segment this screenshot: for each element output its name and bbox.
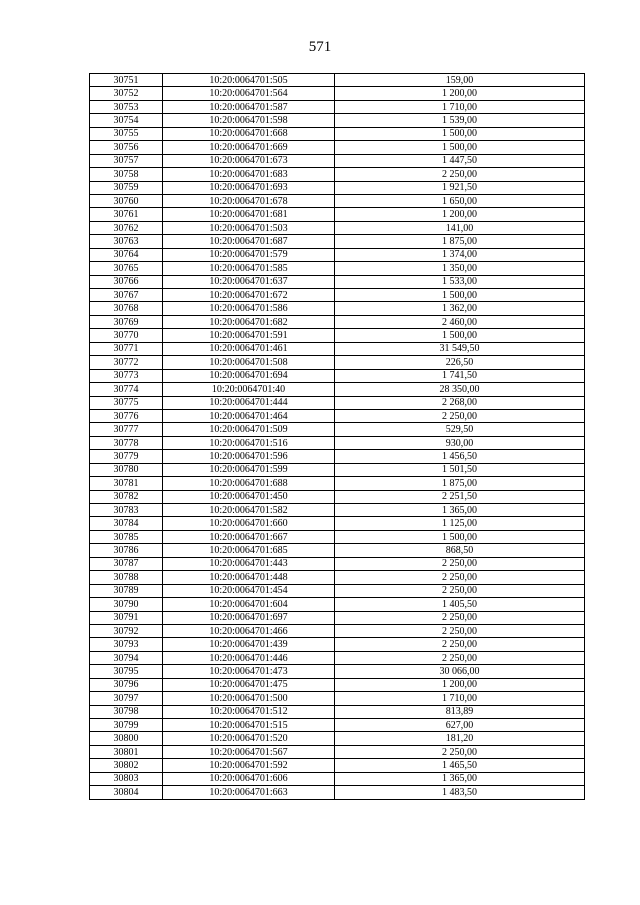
row-number-cell: 30777: [90, 423, 163, 436]
cadastral-number-cell: 10:20:0064701:567: [163, 745, 335, 758]
cadastral-number-cell: 10:20:0064701:461: [163, 342, 335, 355]
cadastral-number-cell: 10:20:0064701:673: [163, 154, 335, 167]
value-cell: 2 250,00: [335, 557, 585, 570]
value-cell: 141,00: [335, 221, 585, 234]
table-row: [90, 705, 585, 718]
value-cell: 1 533,00: [335, 275, 585, 288]
row-number-cell: 30786: [90, 544, 163, 557]
cadastral-number-cell: 10:20:0064701:591: [163, 329, 335, 342]
row-number-cell: 30752: [90, 87, 163, 100]
cadastral-number-cell: 10:20:0064701:678: [163, 194, 335, 207]
table-row: [90, 772, 585, 785]
row-number-cell: 30788: [90, 571, 163, 584]
value-cell: 529,50: [335, 423, 585, 436]
table-row: [90, 477, 585, 490]
row-number-cell: 30781: [90, 477, 163, 490]
table-row: [90, 154, 585, 167]
cadastral-number-cell: 10:20:0064701:503: [163, 221, 335, 234]
value-cell: 2 268,00: [335, 396, 585, 409]
table-row: [90, 181, 585, 194]
row-number-cell: 30763: [90, 235, 163, 248]
table-row: [90, 463, 585, 476]
table-row: [90, 100, 585, 113]
cadastral-number-cell: 10:20:0064701:454: [163, 584, 335, 597]
cadastral-number-cell: 10:20:0064701:683: [163, 168, 335, 181]
value-cell: 2 250,00: [335, 584, 585, 597]
table-row: [90, 732, 585, 745]
value-cell: 868,50: [335, 544, 585, 557]
row-number-cell: 30767: [90, 289, 163, 302]
value-cell: 1 500,00: [335, 127, 585, 140]
row-number-cell: 30776: [90, 409, 163, 422]
cadastral-number-cell: 10:20:0064701:473: [163, 665, 335, 678]
cadastral-number-cell: 10:20:0064701:604: [163, 598, 335, 611]
row-number-cell: 30771: [90, 342, 163, 355]
value-cell: 813,89: [335, 705, 585, 718]
table-row: [90, 275, 585, 288]
row-number-cell: 30792: [90, 624, 163, 637]
row-number-cell: 30802: [90, 759, 163, 772]
table-row: [90, 665, 585, 678]
table-row: [90, 127, 585, 140]
value-cell: 2 250,00: [335, 624, 585, 637]
cadastral-number-cell: 10:20:0064701:668: [163, 127, 335, 140]
row-number-cell: 30773: [90, 369, 163, 382]
value-cell: 1 200,00: [335, 208, 585, 221]
cadastral-number-cell: 10:20:0064701:439: [163, 638, 335, 651]
row-number-cell: 30783: [90, 504, 163, 517]
cadastral-number-cell: 10:20:0064701:606: [163, 772, 335, 785]
value-cell: 1 921,50: [335, 181, 585, 194]
cadastral-number-cell: 10:20:0064701:672: [163, 289, 335, 302]
cadastral-number-cell: 10:20:0064701:512: [163, 705, 335, 718]
row-number-cell: 30787: [90, 557, 163, 570]
table-row: [90, 745, 585, 758]
row-number-cell: 30779: [90, 450, 163, 463]
value-cell: 1 875,00: [335, 235, 585, 248]
table-row: [90, 302, 585, 315]
table-row: [90, 544, 585, 557]
value-cell: 1 200,00: [335, 87, 585, 100]
value-cell: 31 549,50: [335, 342, 585, 355]
row-number-cell: 30759: [90, 181, 163, 194]
row-number-cell: 30760: [90, 194, 163, 207]
cadastral-number-cell: 10:20:0064701:682: [163, 315, 335, 328]
cadastral-number-cell: 10:20:0064701:40: [163, 383, 335, 396]
cadastral-number-cell: 10:20:0064701:592: [163, 759, 335, 772]
table-row: [90, 396, 585, 409]
row-number-cell: 30793: [90, 638, 163, 651]
table-row: [90, 759, 585, 772]
value-cell: 1 365,00: [335, 772, 585, 785]
row-number-cell: 30799: [90, 719, 163, 732]
table-row: [90, 194, 585, 207]
row-number-cell: 30800: [90, 732, 163, 745]
table-row: [90, 315, 585, 328]
row-number-cell: 30798: [90, 705, 163, 718]
cadastral-number-cell: 10:20:0064701:505: [163, 74, 335, 87]
value-cell: 1 200,00: [335, 678, 585, 691]
value-cell: 2 250,00: [335, 168, 585, 181]
row-number-cell: 30755: [90, 127, 163, 140]
row-number-cell: 30803: [90, 772, 163, 785]
cadastral-number-cell: 10:20:0064701:596: [163, 450, 335, 463]
table-row: [90, 557, 585, 570]
table-row: [90, 74, 585, 87]
table-row: [90, 584, 585, 597]
cadastral-number-cell: 10:20:0064701:667: [163, 530, 335, 543]
cadastral-number-cell: 10:20:0064701:466: [163, 624, 335, 637]
row-number-cell: 30756: [90, 141, 163, 154]
row-number-cell: 30797: [90, 692, 163, 705]
row-number-cell: 30758: [90, 168, 163, 181]
value-cell: 1 374,00: [335, 248, 585, 261]
cadastral-number-cell: 10:20:0064701:500: [163, 692, 335, 705]
value-cell: 1 741,50: [335, 369, 585, 382]
row-number-cell: 30775: [90, 396, 163, 409]
cadastral-number-cell: 10:20:0064701:693: [163, 181, 335, 194]
value-cell: 1 500,00: [335, 329, 585, 342]
row-number-cell: 30796: [90, 678, 163, 691]
table-row: [90, 262, 585, 275]
table-row: [90, 329, 585, 342]
cadastral-number-cell: 10:20:0064701:520: [163, 732, 335, 745]
table-row: [90, 530, 585, 543]
row-number-cell: 30766: [90, 275, 163, 288]
cadastral-number-cell: 10:20:0064701:663: [163, 786, 335, 799]
table-row: [90, 638, 585, 651]
value-cell: 1 456,50: [335, 450, 585, 463]
value-cell: 1 125,00: [335, 517, 585, 530]
cadastral-number-cell: 10:20:0064701:694: [163, 369, 335, 382]
row-number-cell: 30784: [90, 517, 163, 530]
table-row: [90, 450, 585, 463]
table-row: [90, 692, 585, 705]
cadastral-number-cell: 10:20:0064701:660: [163, 517, 335, 530]
cadastral-number-cell: 10:20:0064701:443: [163, 557, 335, 570]
cadastral-number-cell: 10:20:0064701:598: [163, 114, 335, 127]
table-row: [90, 208, 585, 221]
value-cell: 1 501,50: [335, 463, 585, 476]
table-row: [90, 87, 585, 100]
cadastral-number-cell: 10:20:0064701:579: [163, 248, 335, 261]
value-cell: 1 405,50: [335, 598, 585, 611]
row-number-cell: 30780: [90, 463, 163, 476]
row-number-cell: 30770: [90, 329, 163, 342]
value-cell: 159,00: [335, 74, 585, 87]
table-row: [90, 611, 585, 624]
table-row: [90, 571, 585, 584]
row-number-cell: 30772: [90, 356, 163, 369]
row-number-cell: 30795: [90, 665, 163, 678]
value-cell: 1 710,00: [335, 100, 585, 113]
table-row: [90, 356, 585, 369]
table-row: [90, 678, 585, 691]
value-cell: 226,50: [335, 356, 585, 369]
table-row: [90, 719, 585, 732]
table-row: [90, 369, 585, 382]
value-cell: 1 650,00: [335, 194, 585, 207]
table-row: [90, 436, 585, 449]
cadastral-number-cell: 10:20:0064701:697: [163, 611, 335, 624]
value-cell: 1 483,50: [335, 786, 585, 799]
row-number-cell: 30762: [90, 221, 163, 234]
value-cell: 1 447,50: [335, 154, 585, 167]
cadastral-number-cell: 10:20:0064701:669: [163, 141, 335, 154]
value-cell: 930,00: [335, 436, 585, 449]
row-number-cell: 30761: [90, 208, 163, 221]
table-row: [90, 598, 585, 611]
cadastral-number-cell: 10:20:0064701:446: [163, 651, 335, 664]
cadastral-number-cell: 10:20:0064701:587: [163, 100, 335, 113]
table-row: [90, 235, 585, 248]
row-number-cell: 30801: [90, 745, 163, 758]
cadastral-number-cell: 10:20:0064701:475: [163, 678, 335, 691]
value-cell: 1 710,00: [335, 692, 585, 705]
row-number-cell: 30765: [90, 262, 163, 275]
cadastral-number-cell: 10:20:0064701:685: [163, 544, 335, 557]
cadastral-number-cell: 10:20:0064701:564: [163, 87, 335, 100]
value-cell: 2 250,00: [335, 611, 585, 624]
table-row: [90, 248, 585, 261]
cadastral-number-cell: 10:20:0064701:515: [163, 719, 335, 732]
value-cell: 1 539,00: [335, 114, 585, 127]
value-cell: 2 250,00: [335, 409, 585, 422]
value-cell: 2 250,00: [335, 571, 585, 584]
value-cell: 2 250,00: [335, 651, 585, 664]
row-number-cell: 30785: [90, 530, 163, 543]
registry-table: [89, 73, 585, 800]
table-row: [90, 141, 585, 154]
row-number-cell: 30782: [90, 490, 163, 503]
row-number-cell: 30804: [90, 786, 163, 799]
table-row: [90, 517, 585, 530]
row-number-cell: 30754: [90, 114, 163, 127]
value-cell: 1 500,00: [335, 141, 585, 154]
row-number-cell: 30753: [90, 100, 163, 113]
table-row: [90, 423, 585, 436]
cadastral-number-cell: 10:20:0064701:509: [163, 423, 335, 436]
table-row: [90, 409, 585, 422]
row-number-cell: 30768: [90, 302, 163, 315]
value-cell: 1 365,00: [335, 504, 585, 517]
cadastral-number-cell: 10:20:0064701:464: [163, 409, 335, 422]
page-number: 571: [308, 39, 332, 55]
value-cell: 30 066,00: [335, 665, 585, 678]
row-number-cell: 30774: [90, 383, 163, 396]
row-number-cell: 30791: [90, 611, 163, 624]
row-number-cell: 30751: [90, 74, 163, 87]
cadastral-number-cell: 10:20:0064701:586: [163, 302, 335, 315]
cadastral-number-cell: 10:20:0064701:599: [163, 463, 335, 476]
row-number-cell: 30769: [90, 315, 163, 328]
table-row: [90, 289, 585, 302]
row-number-cell: 30778: [90, 436, 163, 449]
value-cell: 1 500,00: [335, 289, 585, 302]
cadastral-number-cell: 10:20:0064701:508: [163, 356, 335, 369]
value-cell: 2 251,50: [335, 490, 585, 503]
value-cell: 2 250,00: [335, 745, 585, 758]
row-number-cell: 30790: [90, 598, 163, 611]
row-number-cell: 30757: [90, 154, 163, 167]
row-number-cell: 30789: [90, 584, 163, 597]
value-cell: 1 362,00: [335, 302, 585, 315]
value-cell: 28 350,00: [335, 383, 585, 396]
value-cell: 1 875,00: [335, 477, 585, 490]
table-row: [90, 342, 585, 355]
table-row: [90, 490, 585, 503]
cadastral-number-cell: 10:20:0064701:444: [163, 396, 335, 409]
value-cell: 2 250,00: [335, 638, 585, 651]
cadastral-number-cell: 10:20:0064701:585: [163, 262, 335, 275]
value-cell: 627,00: [335, 719, 585, 732]
registry-table-body: [90, 74, 585, 800]
cadastral-number-cell: 10:20:0064701:448: [163, 571, 335, 584]
value-cell: 1 500,00: [335, 530, 585, 543]
value-cell: 1 465,50: [335, 759, 585, 772]
value-cell: 2 460,00: [335, 315, 585, 328]
table-row: [90, 786, 585, 799]
table-row: [90, 168, 585, 181]
row-number-cell: 30794: [90, 651, 163, 664]
table-row: [90, 114, 585, 127]
cadastral-number-cell: 10:20:0064701:681: [163, 208, 335, 221]
cadastral-number-cell: 10:20:0064701:687: [163, 235, 335, 248]
row-number-cell: 30764: [90, 248, 163, 261]
cadastral-number-cell: 10:20:0064701:516: [163, 436, 335, 449]
cadastral-number-cell: 10:20:0064701:637: [163, 275, 335, 288]
table-row: [90, 651, 585, 664]
cadastral-number-cell: 10:20:0064701:688: [163, 477, 335, 490]
table-row: [90, 624, 585, 637]
table-row: [90, 221, 585, 234]
cadastral-number-cell: 10:20:0064701:582: [163, 504, 335, 517]
table-row: [90, 504, 585, 517]
cadastral-number-cell: 10:20:0064701:450: [163, 490, 335, 503]
table-row: [90, 383, 585, 396]
value-cell: 1 350,00: [335, 262, 585, 275]
value-cell: 181,20: [335, 732, 585, 745]
